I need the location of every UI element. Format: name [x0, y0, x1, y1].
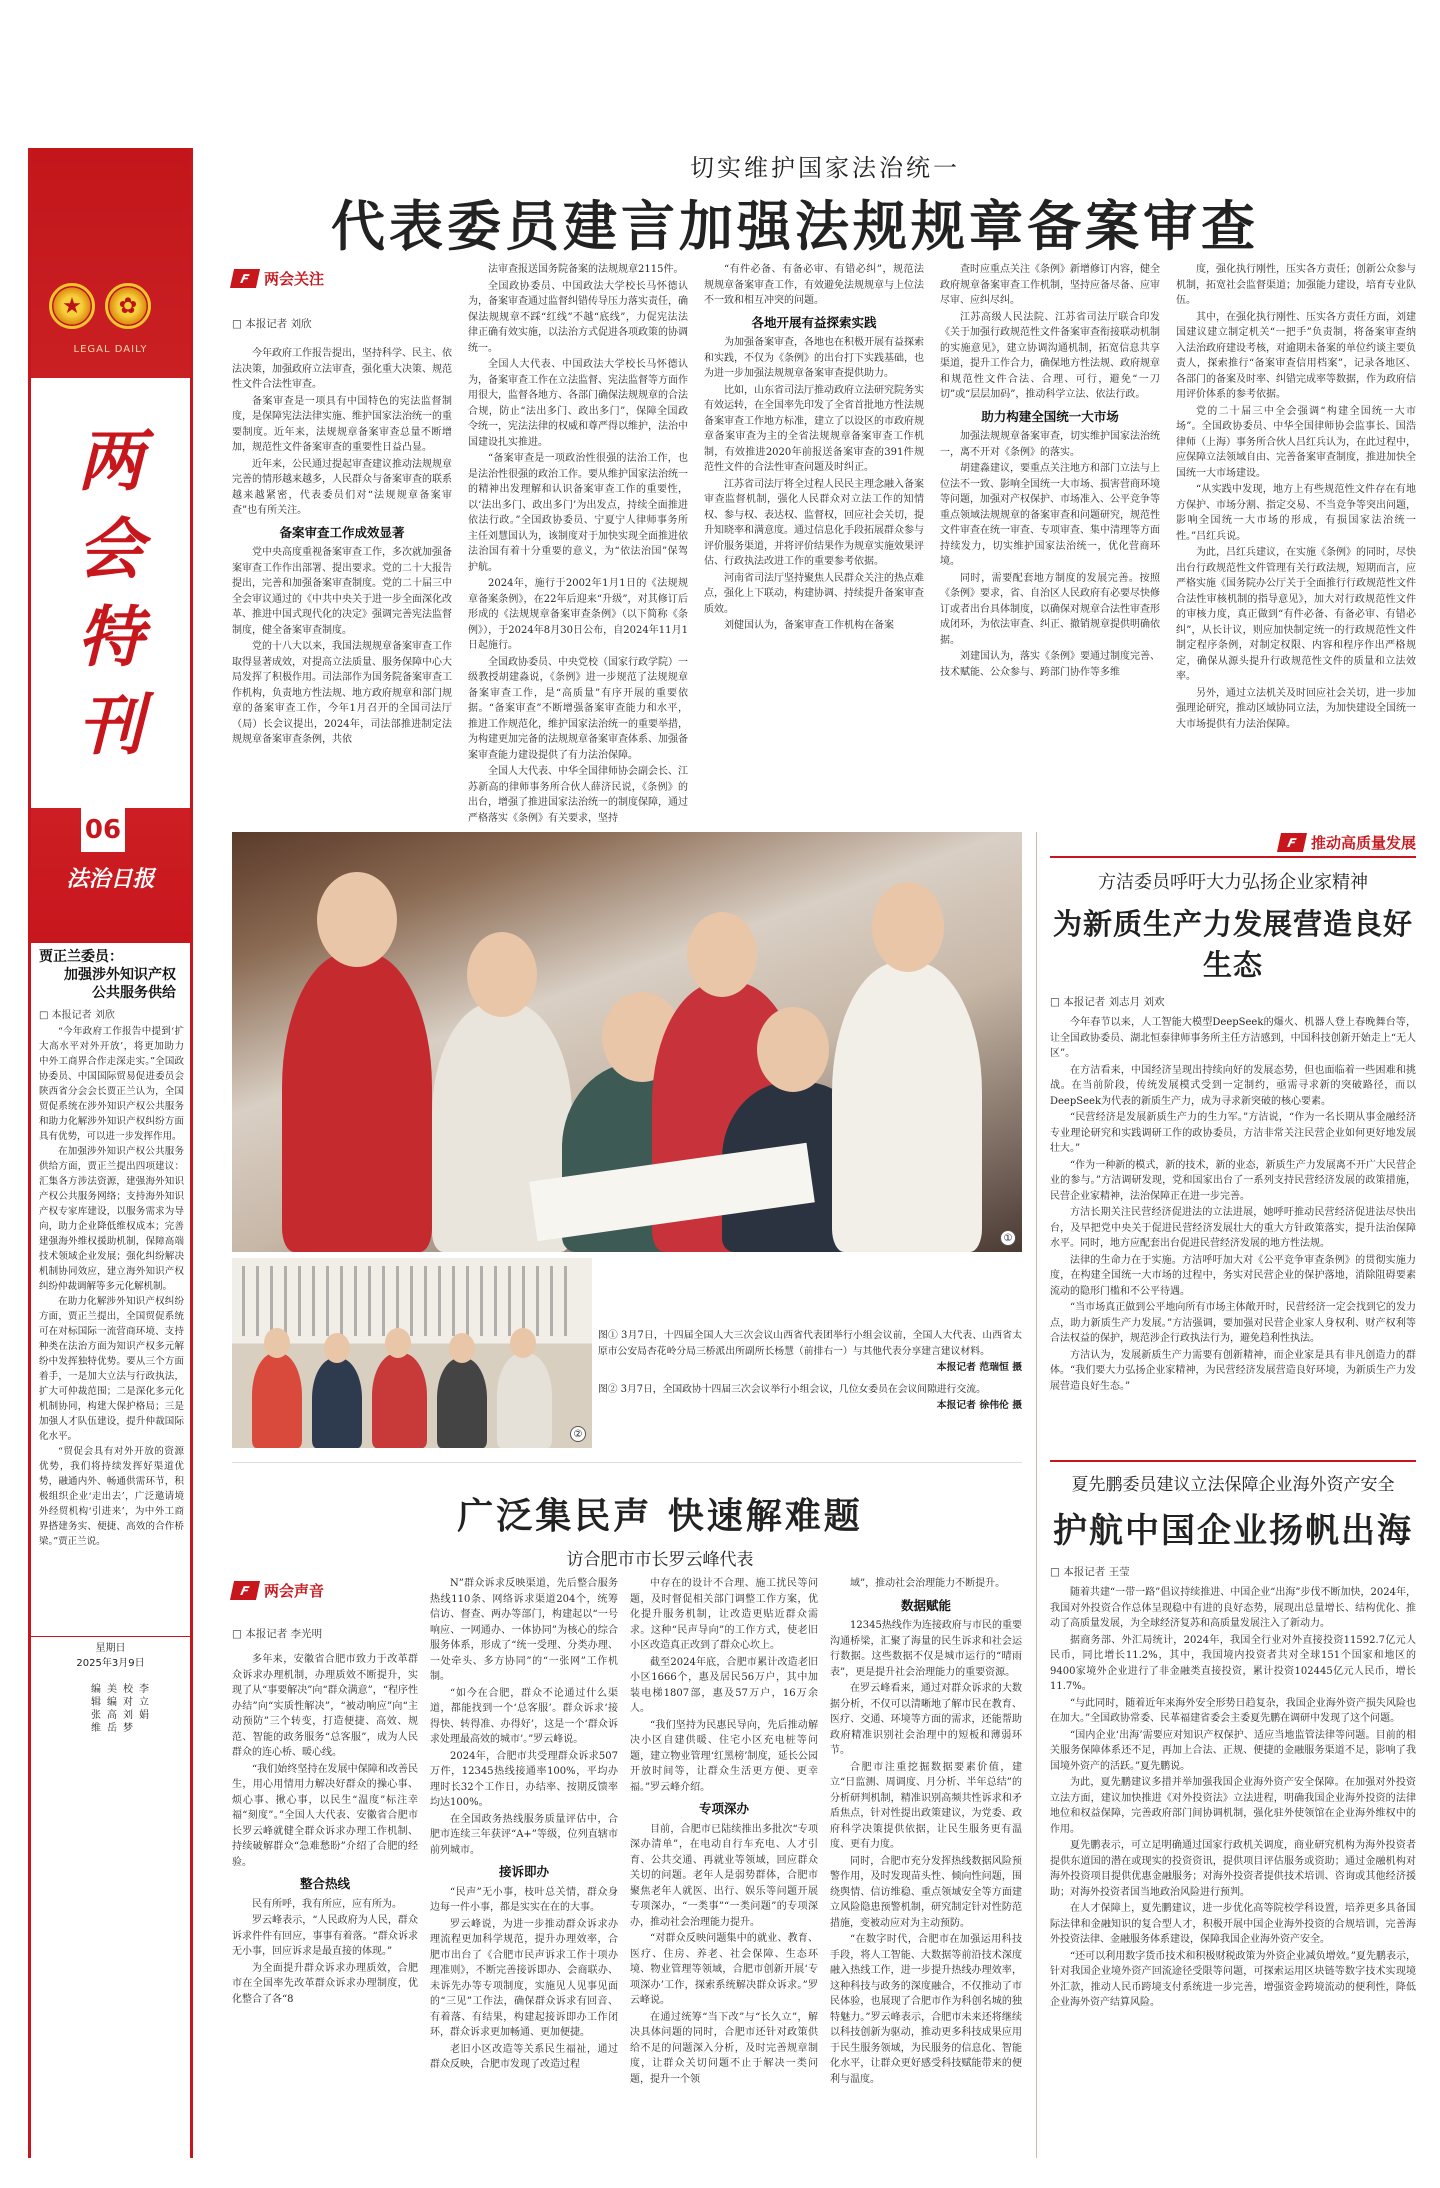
paragraph: 罗云峰表示，“人民政府为人民，群众诉求件件有回应，事事有着落。“群众诉求无小事，回应诉求是最直接的体现。”: [232, 1915, 418, 1957]
paragraph: 近年来，公民通过提起审查建议推动法规规章完善的情形越来越多，人民群众与备案审查的联系越来越紧密，代表委员们对“法规规章备案审查”也有所关注。: [232, 458, 452, 516]
paragraph: 刘建国认为，落实《条例》要通过制度完善、技术赋能、公众参与、跨部门协作等多维: [940, 651, 1160, 678]
paragraph: “从实践中发现，地方上有些规范性文件存在有地方保护、市场分割、指定交易、不当竞争等突出问题，影响全国统一大市场的形成，有损国家法治统一性。”吕红兵说。: [1176, 484, 1416, 542]
editor: 校对 刘梦: [123, 1684, 133, 1734]
paragraph: 中存在的设计不合理、施工扰民等问题，及时督促相关部门调整工作方案，优化提升服务机制，让改造更贴近群众需求。这种“民声导向”的工作方式，使老旧小区改造真正改到了群众心坎上。: [630, 1578, 818, 1651]
cppcc-emblem-icon: ✿: [105, 283, 151, 329]
title-line: 贾正兰委员：: [39, 949, 123, 965]
paragraph: 今年春节以来，人工智能大模型DeepSeek的爆火、机器人登上春晚舞台等，让全国政协委员、湖北恒泰律师事务所主任方洁感到，中国科技创新开始走上“无人区”。: [1050, 1017, 1416, 1059]
section-heading: 各地开展有益探索实践: [751, 314, 877, 330]
paragraph: 河南省司法厅坚持聚焦人民群众关注的热点难点，强化上下联动，构建协调、持续提升备案审查质效。: [704, 572, 924, 615]
column-logo-icon: F: [230, 269, 260, 288]
paragraph: 今年政府工作报告提出，坚持科学、民主、依法决策，加强政府立法审查，强化重大决策、规范性文件合法性审查。: [232, 348, 452, 390]
article3-body: [1050, 1015, 1416, 1465]
page-number: 06: [81, 808, 125, 852]
caption-1: 图① 3月7日，十四届全国人大三次会议山西省代表团举行小组会议前，全国人大代表、山西省太原市公安局杏花岭分局三桥派出所副所长杨慧（前排右一）与其他代表分享建言建议材料。: [598, 1330, 1022, 1357]
date: 2025年3月9日: [76, 1658, 145, 1669]
column-name: 两会关注: [264, 270, 325, 288]
paragraph: “贸促会具有对外开放的资源优势，我们将持续发挥好渠道优势，融通内外、畅通供需环节，积极组织企业‘走出去’，广泛邀请境外经贸机构‘引进来’，为中外工商界搭建务实、便捷、高效的合作桥梁。”贾正兰说。: [39, 1446, 184, 1547]
paragraph: 全国政协委员、中国政法大学校长马怀德认为，备案审查通过监督纠错传导压力落实责任，确保法规规章不踩“红线”不越“底线”，力促宪法法律正确有效实施，以法治方式促进各项政策的协调统一。: [468, 280, 688, 354]
left-sidebar: [28, 148, 193, 2158]
article3-kicker: 方洁委员呼吁大力弘扬企业家精神: [1098, 872, 1368, 893]
paragraph: 另外，通过立法机关及时回应社会关切，进一步加强理论研究，推动区域协同立法，为加快建设全国统一大市场提供有力法治保障。: [1176, 687, 1416, 730]
paragraph: 在方洁看来，中国经济呈现出持续向好的发展态势，但也面临着一些困难和挑战。在当前阶段，传统发展模式受到一定制约，亟需寻求新的突破路径，而以DeepSeek为代表的新质生产力，成为寻求新突破的核心要素。: [1050, 1064, 1416, 1107]
credit-1: 本报记者 范瑞恒 摄: [936, 1362, 1022, 1373]
sidebar-article-body: [39, 1024, 184, 1624]
paragraph: 在人才保障上，夏先鹏建议，进一步优化高等院校学科设置，培养更多具备国际法律和金融知识的复合型人才，积极开展中国企业海外投资的合规培训，完善海外投资法律、金融服务体系建设，保障我国企业海外资产安全。: [1050, 1903, 1416, 1945]
article4-body: [1050, 1585, 1416, 2160]
photo-number-badge: ②: [570, 1426, 586, 1442]
paragraph: 刘健国认为，备案审查工作机构在备案: [724, 620, 894, 631]
section-heading: 助力构建全国统一大市场: [981, 408, 1119, 424]
column-logo-icon: F: [230, 1581, 260, 1600]
section-heading: 接诉即办: [498, 1864, 549, 1879]
paragraph: “作为一种新的模式，新的技术，新的业态，新质生产力发展离不开广大民营企业的参与。”方洁调研发现，党和国家出台了一系列支持民营经济发展的政策措施，民营企业家精神，法治保障正在进一步完善。: [1050, 1159, 1416, 1202]
paragraph: 度，强化执行刚性，压实各方责任；创新公众参与机制，拓宽社会监督渠道；加强能力建设，培育专业队伍。: [1176, 264, 1416, 306]
paragraph: 域”，推动社会治理能力不断提升。: [850, 1578, 1006, 1589]
paragraph: 在助力化解涉外知识产权纠纷方面，贾正兰提出，全国贸促系统可在对标国际一流营商环境、支持种类在法治方面为知识产权多元解纷中发挥独特优势。要从三个方面着手，一是加大立法与行政执法，扩大可仲裁范围；二是深化多元化机制协同，构建大保护格局；三是加强人才队伍建设，提升仲裁国际化水平。: [39, 1296, 184, 1442]
article3: [1050, 832, 1416, 1465]
paragraph: 全国人大代表、中华全国律师协会副会长、江苏新高的律师事务所合伙人薛济民说，《条例》的出台，增强了推进国家法治统一的制度保障，通过严格落实《条例》有关要求，坚持: [468, 766, 688, 824]
article4-headline: 护航中国企业扬帆出海: [1053, 1511, 1413, 1551]
special-char: 两: [77, 422, 144, 500]
title-line: 公共服务供给: [92, 985, 176, 1001]
paper-name: 法治日报: [66, 866, 155, 892]
paragraph: 党的十八大以来，我国法规规章备案审查工作取得显著成效，对提高立法质量、服务保障中心大局发挥了积极作用。司法部作为国务院备案审查工作机构，负责地方性法规、地方政府规章和部门规章的备案审查工作，今年1月召开的全国司法厅（局）长会议提出，2024年，司法部推进制定法规规章备案审查条例，共依: [232, 641, 452, 745]
photo-delegates-meeting: [232, 832, 1022, 1252]
editor: 美编 高岳: [107, 1684, 117, 1734]
sidebar-article-title: [39, 948, 184, 1002]
paragraph: 在全国政务热线服务质量评估中，合肥市连续三年获评“A+”等级，位列直辖市前列城市。: [430, 1813, 618, 1856]
paragraph: 罗云峰说，为进一步推动群众诉求办理流程更加科学规范，提升办理效率，合肥市出台了《合肥市民声诉求工作十项办理准则》，不断完善接诉即办、会商联办、未诉先办等专项制度，实施见人见事见面的“三见”工作法，确保群众诉求有回音、有着落、有结果，构建起接诉即办工作闭环，群众诉求更加畅通、更加便捷。: [430, 1918, 618, 2038]
special-edition-title: [31, 378, 190, 808]
paragraph: “对群众反映问题集中的就业、教育、医疗、住房、养老、社会保障、生态环境、物业管理等领域，合肥市创新开展‘专项深办’工作，探索系统解决群众诉求。”罗云峰说。: [630, 1933, 818, 2006]
paragraph: 同时，需要配套地方制度的发展完善。按照《条例》要求，省、自治区人民政府有必要尽快修订或者出台具体制度，以确保对规章合法性审查形成闭环，为依法审查、纠正、撤销规章提供明确依据。: [940, 572, 1160, 646]
article1-byline: □ 本报记者 刘欣: [232, 316, 312, 331]
column-name: 两会声音: [264, 1582, 325, 1600]
paragraph: 比如，山东省司法厅推动政府立法研究院务实有效运转，在全国率先印发了全省首批地方性法规备案审查工作地方标准，建立了以设区的市政府规章备案审查为主的全省法规规章备案审查工作机制，有效推进2020年前报送备案审查的391件规范性文件的合法性审查问题及时纠正。: [704, 384, 924, 473]
paragraph: 截至2024年底，合肥市累计改造老旧小区1666个，惠及居民56万户，其中加装电梯1807部，惠及57万户，16万余人。: [630, 1656, 818, 1714]
paragraph: 为全面提升群众诉求办理质效，合肥市在全国率先改革群众诉求办理制度，优化整合了各“8: [232, 1962, 418, 2005]
paragraph: “今年政府工作报告中提到‘扩大高水平对外开放’，将更加助力中外工商界合作走深走实。”全国政协委员、中国国际贸易促进委员会陕西省分会会长贾正兰认为，全国贸促系统在涉外知识产权公共服务和助力化解涉外知识产权纠纷方面具有优势，可以进一步发挥作用。: [39, 1026, 184, 1142]
paragraph: “国内企业‘出海’需要应对知识产权保护、适应当地监管法律等问题。目前的相关服务保障体系还不足，再加上合法、正规、便捷的金融服务渠道不足，影响了我国境外资产的活跃。”夏先鹏说。: [1050, 1729, 1416, 1772]
special-char: 特: [77, 598, 144, 676]
issue-date: [31, 1636, 190, 1671]
paragraph: “民营经济是发展新质生产力的生力军。”方洁说，“作为一名长期从事金融经济专业理论研究和实践调研工作的政协委员，方洁非常关注民营企业如何更好地发展壮大。”: [1050, 1112, 1416, 1154]
paragraph: 方洁认为，发展新质生产力需要有创新精神，而企业家是具有非凡创造力的群体。“我们要大力弘扬企业家精神，为民营经济发展营造良好环境，为新质生产力发展营造良好生态。”: [1050, 1349, 1416, 1392]
paragraph: 为加强备案审查，各地也在积极开展有益探索和实践，不仅为《条例》的出台打下实践基础，也为进一步加强法规规章备案审查提供助力。: [704, 337, 924, 379]
special-char: 会: [77, 510, 144, 588]
paragraph: 民有所呼，我有所应，应有所为。: [252, 1898, 402, 1910]
paragraph: 备案审查是一项具有中国特色的宪法监督制度，是保障宪法法律实施、维护国家法治统一的重要制度。近年来，法规规章备案审查总量不断增加，规范性文件备案审查的重要性日益凸显。: [232, 395, 452, 453]
paragraph: “有件必备、有备必审、有错必纠”，规范法规规章备案审查工作，有效避免法规规章与上位法不一致和相互冲突的问题。: [704, 264, 924, 306]
article4: [1050, 1460, 1416, 2160]
paragraph: 党的二十届三中全会强调“构建全国统一大市场”。全国政协委员、中华全国律师协会监事长、国浩律师（上海）事务所合伙人吕红兵认为，在此过程中，应保障立法领域自由、完善备案审查制度，推进加快全国统一大市场建设。: [1176, 405, 1416, 479]
paragraph: 胡建淼建议，要重点关注地方和部门立法与上位法不一致、影响全国统一大市场、损害营商环境等问题，加强对产权保护、市场准入、公平竞争等重点领域法规规章的备案审查和问题研究，规范性文件审查在统一审查、专项审查、集中清理等方面持续发力，切实维护国家法治统一，优化营商环境。: [940, 463, 1160, 567]
paragraph: “还可以利用数字货币技术和积极财税政策为外资企业减负增效。”夏先鹏表示，针对我国企业境外资产回流途径受限等问题，可探索运用区块链等数字技术实现境外汇款，推动人民币跨境支付系统进一步完善，增强资金跨境流动的便利性，降低企业海外资产结算风险。: [1050, 1950, 1416, 2008]
paragraph: “在数字时代，合肥市在加强运用科技手段，将人工智能、大数据等前沿技术深度融入热线工作，进一步提升热线办理效率，这种科技与政务的深度融合，不仅推动了市民体验，也展现了合肥市作为科创名城的独特魅力。”罗云峰表示，合肥市未来还将继续以科技创新为驱动，推动更多科技成果应用于民生服务领域，为民服务的信息化、智能化水平，让群众更好感受科技赋能带来的便利与温度。: [830, 1934, 1022, 2085]
paragraph: 方洁长期关注民营经济促进法的立法进展，她呼吁推动民营经济促进法尽快出台，及早把党中央关于促进民营经济发展壮大的重大方针政策落实，提升法治保障水平。同时，地方应配套出台促进民营经济发展的地方性法规。: [1050, 1207, 1416, 1249]
paragraph: 随着共建“一带一路”倡议持续推进、中国企业“出海”步伐不断加快，2024年，我国对外投资合作总体呈现稳中有进的良好态势，展现出总量增长、结构优化、推动了高质量发展，为全球经济复苏和高质量发展注入了新动力。: [1050, 1587, 1416, 1629]
column-logo-icon: F: [1277, 833, 1307, 852]
paragraph: “备案审查是一项政治性很强的法治工作，也是法治性很强的政治工作。要从维护国家法治统一的精神出发理解和认识备案审查工作的重要性，以‘法出多门、政出多门’为出发点，持续全面推进依法行政。”全国政协委员、宁夏宁人律师事务所主任刘慧国认为，该制度对于加快实现全面推进依法治国有着十分重要的意义，为“依法治国”保驾护航。: [468, 453, 688, 573]
column-divider: [1036, 832, 1037, 2158]
article4-kicker: 夏先鹏委员建议立法保障企业海外资产安全: [1050, 1460, 1416, 1495]
paragraph: 江苏高级人民法院、江苏省司法厅联合印发《关于加强行政规范性文件备案审查衔接联动机制的实施意见》，建立协调沟通机制，拓宽信息共享渠道，提升工作合力，确保地方性法规、政府规章和规范性文件合法、合理、可行，避免“一刀切”或“层层加码”，推动科学立法、依法行政。: [940, 311, 1160, 400]
paragraph: 在通过统筹“当下改”与“长久立”，解决具体问题的同时，合肥市还针对政策供给不足的问题深入分析，及时完善规章制度，让群众关切问题不止于解决一类问题，提升一个领: [630, 2011, 818, 2085]
paragraph: 12345热线作为连接政府与市民的重要沟通桥梁，汇聚了海量的民生诉求和社会运行数据。这些数据不仅是城市运行的“晴雨表”，更是提升社会治理能力的重要资源。: [830, 1620, 1022, 1678]
article1-column-head: [232, 268, 432, 289]
section-heading: 整合热线: [299, 1876, 350, 1891]
paragraph: N”群众诉求反映渠道，先后整合服务热线110条、网络诉求渠道204个，统筹信访、督查、两办等部门，构建起以“一号响应、一网通办、一体协同”为核心的综合服务体系，形成了“统一受理、分类办理、一处牵头、多方协同”的“一张网”工作机制。: [430, 1578, 618, 1682]
article2-col4: [830, 1576, 1022, 2158]
paragraph: 其中，在强化执行刚性、压实各方责任方面，刘建国建议建立制定机关“一把手”负责制，将备案审查纳入法治政府建设考核，对逾期未备案的单位约谈主要负责人，探索推行“备案审查信用档案”，记录各地区、各部门的备案及时率、纠错完成率等数据，作为政府信用评价体系的参考依据。: [1176, 311, 1416, 400]
divider: [232, 1462, 1022, 1463]
paragraph: 法律的生命力在于实施。方洁呼吁加大对《公平竞争审查条例》的贯彻实施力度，在构建全国统一大市场的过程中，务实对民营企业的保护落地，消除阻碍要素流动的隐形门槛和不公平待遇。: [1050, 1254, 1416, 1297]
paragraph: 多年来，安徽省合肥市致力于改革群众诉求办理机制，办理质效不断提升，实现了从“事要解决”向“群众满意”，“程序性办结”向“实质性解决”，“被动响应”向“主动预防”三个转变，打造便捷、高效、规范、智能的政务服务“总客服”，成为人民群众的连心桥、暖心线。: [232, 1654, 418, 1758]
article1-col5: [1176, 262, 1416, 824]
editor: 李立娟: [139, 1684, 149, 1721]
masthead-band: [31, 148, 190, 943]
paragraph: 党中央高度重视备案审查工作，多次就加强备案审查工作作出部署、提出要求。党的二十大报告提出，完善和加强备案审查制度。党的二十届三中全会审议通过的《中共中央关于进一步全面深化改革、推进中国式现代化的决定》强调完善宪法监督制度，健全备案审查制度。: [232, 547, 452, 636]
section-heading: 专项深办: [698, 1801, 749, 1816]
sidebar-byline: □ 本报记者 刘欣: [39, 1006, 115, 1021]
caption-2: 图② 3月7日，全国政协十四届三次会议举行小组会议，几位女委员在会议间隙进行交流。: [598, 1384, 986, 1395]
weekday: 星期日: [95, 1643, 126, 1654]
article1-col3: [704, 262, 924, 824]
section-heading: 备案审查工作成效显著: [279, 524, 405, 540]
paragraph: 在罗云峰看来，通过对群众诉求的大数据分析，不仅可以清晰地了解市民在教育、医疗、交通、环境等方面的需求，还能帮助政府精准识别社会治理中的短板和薄弱环节。: [830, 1683, 1022, 1756]
editors-credit: [91, 1683, 151, 1735]
main-kicker: 切实维护国家法治统一: [690, 154, 960, 182]
credit-2: 本报记者 徐伟伦 摄: [936, 1400, 1022, 1411]
article4-byline: □ 本报记者 王莹: [1050, 1564, 1416, 1579]
paragraph: “如今在合肥，群众不论通过什么渠道，都能找到一个‘总客服’。群众诉求‘接得快、转得准、办得好’，这是一个‘群众诉求处理最高效的城市’。”罗云峰说。: [430, 1687, 618, 1745]
special-char: 刊: [77, 686, 144, 764]
photo-number-badge: ①: [1000, 1230, 1016, 1246]
paragraph: 全国人大代表、中国政法大学校长马怀德认为，备案审查工作在立法监督、宪法监督等方面作用很大，监督各地方、各部门确保法规规章的合法合规，防止“法出多门、政出多门”，保障全国政令统一，宪法法律的权威和尊严得以维护，法治中国建设扎实推进。: [468, 359, 688, 448]
paragraph: 据商务部、外汇局统计，2024年，我国全行业对外直接投资11592.7亿元人民币，同比增长11.2%，其中，我国境内投资者共对全球151个国家和地区的9400家境外企业进行了非金融类直接投资，累计投资102445亿元人民币，增长11.7%。: [1050, 1634, 1416, 1692]
article2-kicker: 访合肥市市长罗云峰代表: [566, 1550, 754, 1570]
article1-col1: [232, 346, 452, 824]
article2-byline: □ 本报记者 李光明: [232, 1626, 322, 1641]
paragraph: “当市场真正做到公平地向所有市场主体敞开时，民营经济一定会找到它的发力点，助力新质生产力发展。”方洁强调，要加强对民营企业家人身权利、财产权利等合法权益的保护，规范涉企行政执法行为，避免趋利性执法。: [1050, 1302, 1416, 1344]
paragraph: “民声”无小事，枝叶总关情，群众身边每一件小事，都是实实在在的大事。: [430, 1886, 618, 1913]
paragraph: 为此，吕红兵建议，在实施《条例》的同时，尽快出台行政规范性文件管理有关行政法规，短期而言，应严格实施《国务院办公厅关于全面推行行政规范性文件合法性审核机制的指导意见》，加大对行政规范性文件的审核力度，真正做到“有件必备、有备必审、有错必纠”，从长计议，则应加快制定统一的行政规范性文件制定程序条例，对制定权限、内容和程序作出严格规定，确保从源头提升行政规范性文件的质量和立法效率。: [1176, 547, 1416, 682]
article3-byline: □ 本报记者 刘志月 刘欢: [1050, 994, 1416, 1009]
photo-cppcc-members: [232, 1258, 592, 1448]
photo-captions: [598, 1328, 1022, 1414]
article2-col3: [630, 1576, 818, 2158]
paragraph: 2024年，合肥市共受理群众诉求507万件，12345热线接通率100%，平均办理时长32个工作日，办结率、按期反馈率均达100%。: [430, 1750, 618, 1808]
paragraph: 合肥市注重挖掘数据要素价值，建立“日监测、周调度、月分析、半年总结”的分析研判机制，精准识别高频共性诉求和矛盾焦点，针对性提出政策建议，为党委、政府科学决策提供依据，让民生服务更有温度、更有力度。: [830, 1761, 1022, 1850]
column-name: 推动高质量发展: [1310, 834, 1416, 852]
paragraph: 全国政协委员、中央党校（国家行政学院）一级教授胡建淼说，《条例》进一步规范了法规规章备案审查工作，是“高质量”有序开展的重要依据。“备案审查”不断增强备案审查能力和水平，推进工作规范化，维护国家法治统一的重要举措，为构建更加完备的法规规章备案审查体系、加强备案审查能力建设提供了有力法治保障。: [468, 656, 688, 761]
title-line: 加强涉外知识产权: [64, 967, 176, 983]
paragraph: 为此，夏先鹏建议多措并举加强我国企业海外资产安全保障。在加强对外投资立法方面，建议加快推进《对外投资法》立法进程，明确我国企业海外投资的法律地位和权益保障，完善政府部门间协调机制，强化驻外使领馆在企业海外维权中的作用。: [1050, 1777, 1416, 1835]
legal-daily-label: LEGAL DAILY: [73, 344, 148, 355]
paragraph: “我们坚持为民惠民导向，先后推动解决小区自建供暖、住宅小区充电桩等问题，建立物业管理‘红黑榜’制度，延长公园开放时间等，让群众生活更方便、更幸福。”罗云峰介绍。: [630, 1719, 818, 1793]
paragraph: 同时，合肥市充分发挥热线数据风险预警作用，及时发现苗头性、倾向性问题，围绕舆情、信访维稳、重点领域安全等方面建立风险隐患预警机制，研究制定针对性防范措施，变被动应对为主动预防。: [830, 1855, 1022, 1929]
article3-headline: 为新质生产力发展营造良好生态: [1052, 907, 1413, 982]
article2-column-head: [232, 1580, 432, 1601]
article1-col4: [940, 262, 1160, 824]
article2-col1: [232, 1652, 418, 2158]
article2-header: [380, 1488, 940, 1570]
paragraph: “与此同时，随着近年来海外安全形势日趋复杂，我国企业海外资产损失风险也在加大。”全国政协常委、民革福建省委会主委夏先鹏在调研中发现了这个问题。: [1050, 1697, 1416, 1724]
article2-col2: [430, 1576, 618, 2158]
section-heading: 数据赋能: [900, 1597, 951, 1613]
paragraph: 2024年，施行于2002年1月1日的《法规规章备案条例》，在22年后迎来“升级”，对其修订后形成的《法规规章备案审查条例》（以下简称《条例》），于2024年8月30日公布，自2024年11月1日起施行。: [468, 578, 688, 651]
paragraph: 查时应重点关注《条例》新增修订内容，健全政府规章备案审查工作机制，坚持应备尽备、应审尽审、应纠尽纠。: [940, 264, 1160, 306]
main-headline: 代表委员建言加强法规规章备案审查: [331, 195, 1259, 258]
paragraph: “我们始终坚持在发展中保障和改善民生，用心用情用力解决好群众的操心事、烦心事、揪心事，以民生“温度”标注幸福“刻度”。”全国人大代表、安徽省合肥市长罗云峰就健全群众诉求办理工作机制、持续破解群众“急难愁盼”介绍了合肥的经验。: [232, 1763, 418, 1868]
paragraph: 目前，合肥市已陆续推出多批次“专项深办清单”，在电动自行车充电、人才引育、公共交通、再就业等领域，回应群众关切的问题。老年人是弱势群体，合肥市聚焦老年人就医、出行、娱乐等问题开展专项深办，“一类事”“一类问题”的专项深办，推动社会治理能力提升。: [630, 1823, 818, 1928]
paragraph: 在加强涉外知识产权公共服务供给方面，贾正兰提出四项建议：汇集各方涉法资源，建强海外知识产权公共服务网络；支持海外知识产权专家库建设，以服务需求为导向，助力企业降低维权成本；完善建强海外维权援助机制，保障高端技术领域企业发展；强化纠纷解决机制协同效应，建立海外知识产权纠纷仲裁调解等多元化解机制。: [39, 1146, 184, 1292]
paragraph: 夏先鹏表示，可立足明确通过国家行政机关调度，商业研究机构为海外投资者提供东道国的潜在或现实的投资资讯，提供项目评估服务或资助；通过金融机构对海外投资项目提供优惠金融服务；对海外投资者提供技术培训、咨询或其他经济援助；对海外投资者国当地政治风险进行预判。: [1050, 1840, 1416, 1898]
paragraph: 老旧小区改造等关系民生福祉，通过群众反映，合肥市发现了改造过程: [430, 2043, 618, 2070]
editor: 编辑 张维: [91, 1684, 101, 1734]
article1-col2: [468, 262, 688, 824]
national-emblem-icon: ★: [49, 283, 95, 329]
paragraph: 加强法规规章备案审查，切实维护国家法治统一，离不开对《条例》的落实。: [940, 431, 1160, 458]
article2-headline: 广泛集民声 快速解难题: [457, 1496, 863, 1537]
paragraph: 江苏省司法厅将全过程人民民主理念融入备案审查监督机制，强化人民群众对立法工作的知情权、参与权、表达权、监督权，回应社会关切，提升知晓率和满意度。通过信息化手段拓展群众参与评价服务渠道，并将评价结果作为规章实施效果评估、行政执法改进工作的重要参考依据。: [704, 478, 924, 567]
paragraph: 法审查报送国务院备案的法规规章2115件。: [488, 264, 684, 275]
emblems: [49, 283, 151, 329]
